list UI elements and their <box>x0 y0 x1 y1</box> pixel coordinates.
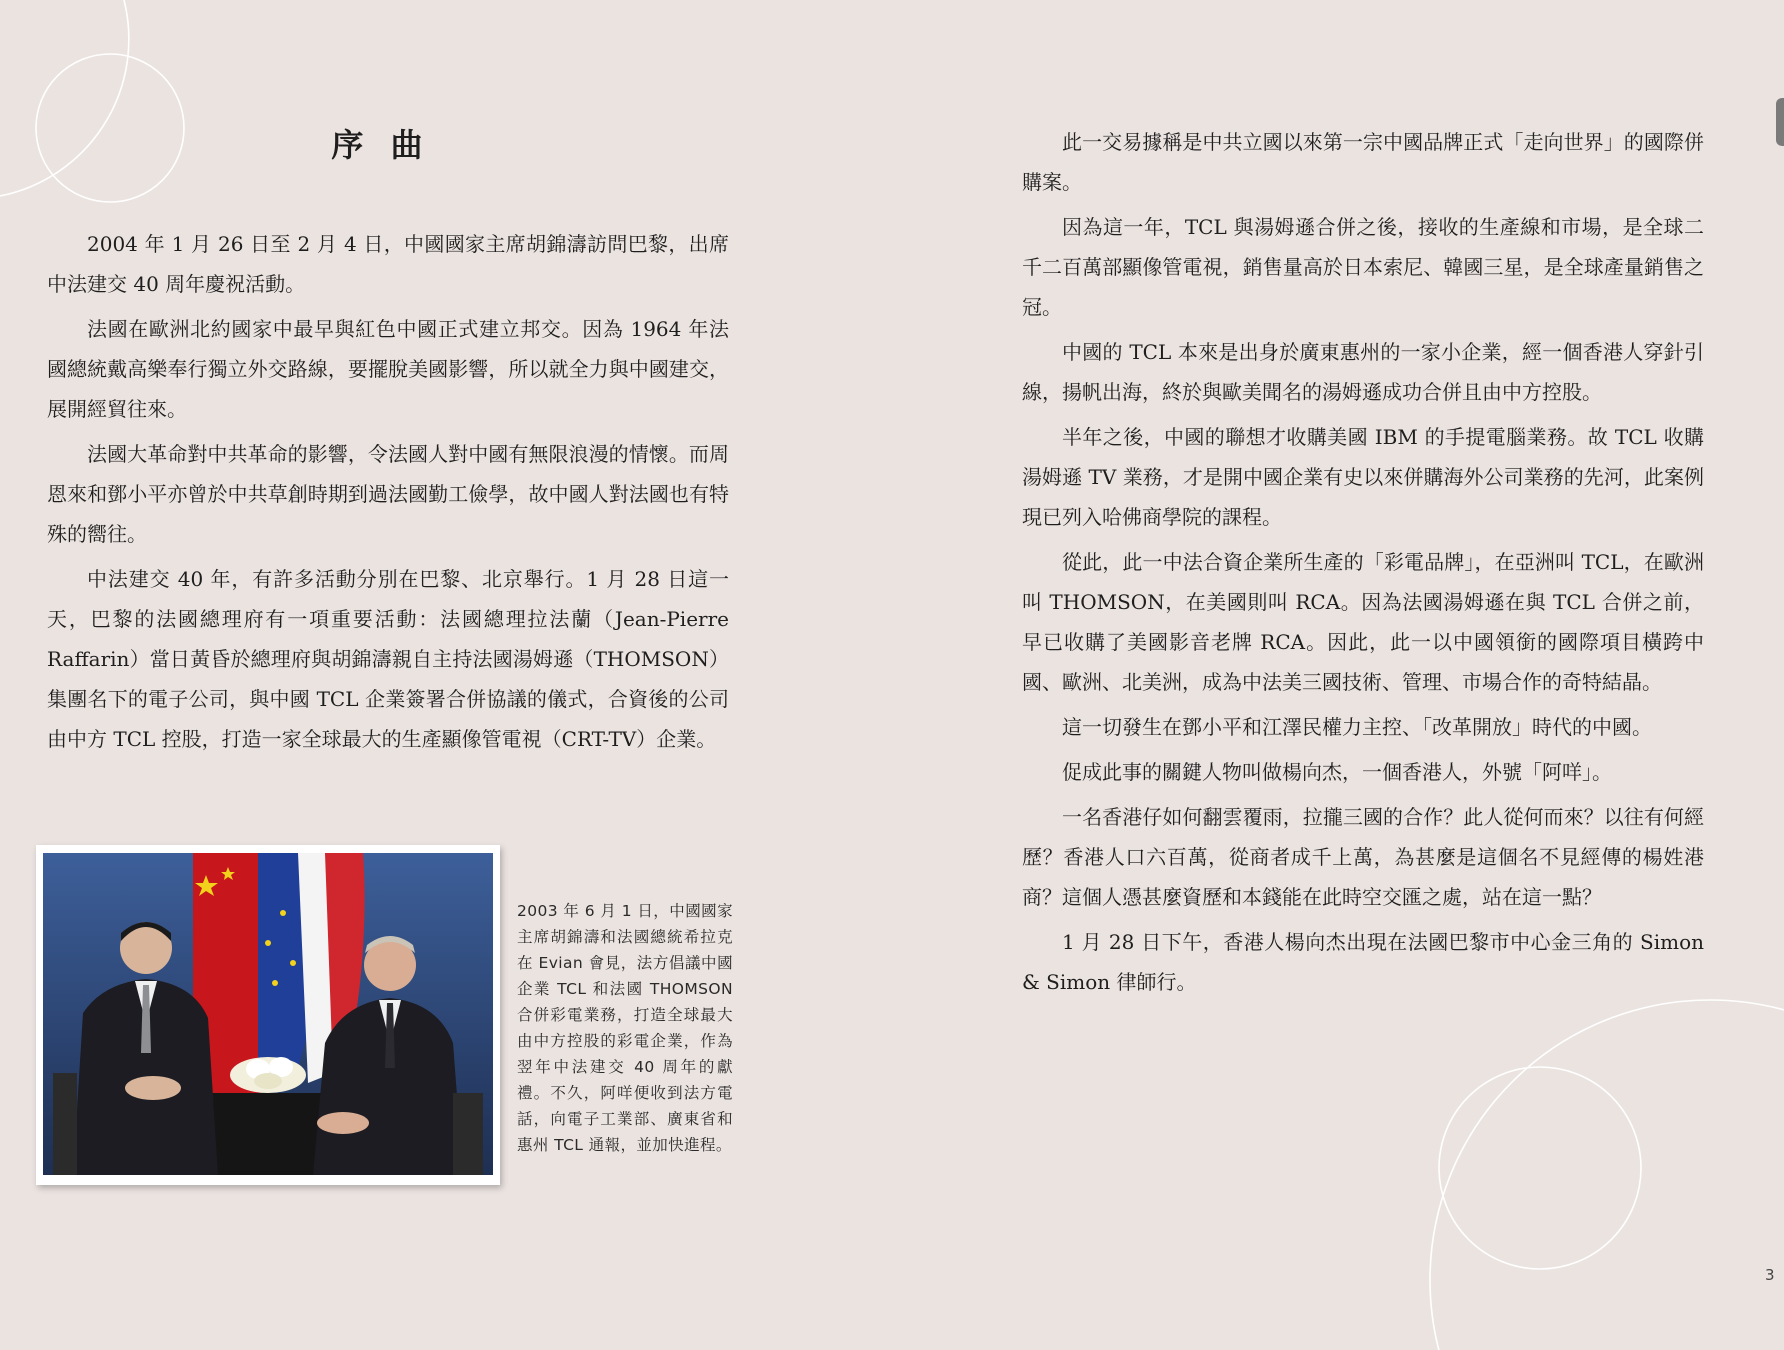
left-page-column <box>47 120 729 764</box>
right-paragraph: 1 月 28 日下午，香港人楊向杰出現在法國巴黎市中心金三角的 Simon & Simon 律師行。 <box>1022 930 1704 994</box>
chapter-title: 序 曲 <box>331 126 431 164</box>
right-paragraph: 從此，此一中法合資企業所生產的「彩電品牌」，在亞洲叫 TCL，在歐洲叫 THOMSON，在美國則叫 RCA。因為法國湯姆遜在與 TCL 合併之前，早已收購了美國影音老牌 RCA。因此，此一以中國領銜的國際項目橫跨中國、歐洲、北美洲，成為中法美三國技術、管理、市場合作的奇特結晶。 <box>1022 550 1704 694</box>
right-paragraph: 半年之後，中國的聯想才收購美國 IBM 的手提電腦業務。故 TCL 收購湯姆遜 TV 業務，才是開中國企業有史以來併購海外公司業務的先河，此案例現已列入哈佛商學院的課程。 <box>1022 425 1704 529</box>
meeting-photo <box>43 853 493 1175</box>
left-paragraph: 法國在歐洲北約國家中最早與紅色中國正式建立邦交。因為 1964 年法國總統戴高樂奉行獨立外交路線，要擺脫美國影響，所以就全力與中國建交，展開經貿往來。 <box>47 317 729 421</box>
right-paragraph: 一名香港仔如何翻雲覆雨，拉攏三國的合作？此人從何而來？以往有何經歷？香港人口六百萬，從商者成千上萬，為甚麼是這個名不見經傳的楊姓港商？這個人憑甚麼資歷和本錢能在此時空交匯之處，站在這一點？ <box>1022 805 1704 909</box>
right-paragraph: 這一切發生在鄧小平和江澤民權力主控、「改革開放」時代的中國。 <box>1062 715 1652 739</box>
left-paragraph: 法國大革命對中共革命的影響，令法國人對中國有無限浪漫的情懷。而周恩來和鄧小平亦曾於中共草創時期到過法國勤工儉學，故中國人對法國也有特殊的嚮往。 <box>47 442 729 546</box>
right-paragraph: 促成此事的關鍵人物叫做楊向杰，一個香港人，外號「阿咩」。 <box>1062 760 1612 784</box>
right-paragraph: 中國的 TCL 本來是出身於廣東惠州的一家小企業，經一個香港人穿針引線，揚帆出海，終於與歐美聞名的湯姆遜成功合併且由中方控股。 <box>1022 340 1704 404</box>
meeting-photo-illustration <box>43 853 493 1175</box>
page-number: 3 <box>1765 1266 1775 1284</box>
left-paragraph: 中法建交 40 年，有許多活動分別在巴黎、北京舉行。1 月 28 日這一天，巴黎的法國總理府有一項重要活動：法國總理拉法蘭（Jean-Pierre Raffarin）當日黃昏於總理府與胡錦濤親自主持法國湯姆遜（THOMSON）集團名下的電子公司，與中國 TCL 企業簽署合併協議的儀式，合資後的公司由中方 TCL 控股，打造一家全球最大的生產顯像管電視（CRT-TV）企業。 <box>47 567 729 751</box>
right-page-column <box>1022 122 1704 1007</box>
edge-scroll-tab[interactable] <box>1776 98 1784 146</box>
right-paragraph: 因為這一年，TCL 與湯姆遜合併之後，接收的生產線和市場，是全球二千二百萬部顯像管電視，銷售量高於日本索尼、韓國三星，是全球產量銷售之冠。 <box>1022 215 1704 319</box>
right-paragraph: 此一交易據稱是中共立國以來第一宗中國品牌正式「走向世界」的國際併購案。 <box>1022 130 1704 194</box>
photo-caption: 2003 年 6 月 1 日，中國國家主席胡錦濤和法國總統希拉克在 Evian 會見，法方倡議中國企業 TCL 和法國 THOMSON 合併彩電業務，打造全球最大由中方控股的彩電企業，作為翌年中法建交 40 周年的獻禮。不久，阿咩便收到法方電話，向電子工業部、廣東省和惠州 TCL 通報，並加快進程。 <box>517 902 733 1154</box>
left-paragraph: 2004 年 1 月 26 日至 2 月 4 日，中國國家主席胡錦濤訪問巴黎，出席中法建交 40 周年慶祝活動。 <box>47 232 729 296</box>
photo-frame <box>36 845 500 1185</box>
deco-circle-bottom-right-small <box>1439 1067 1641 1269</box>
deco-circle-bottom-right-large <box>1430 1000 1784 1350</box>
